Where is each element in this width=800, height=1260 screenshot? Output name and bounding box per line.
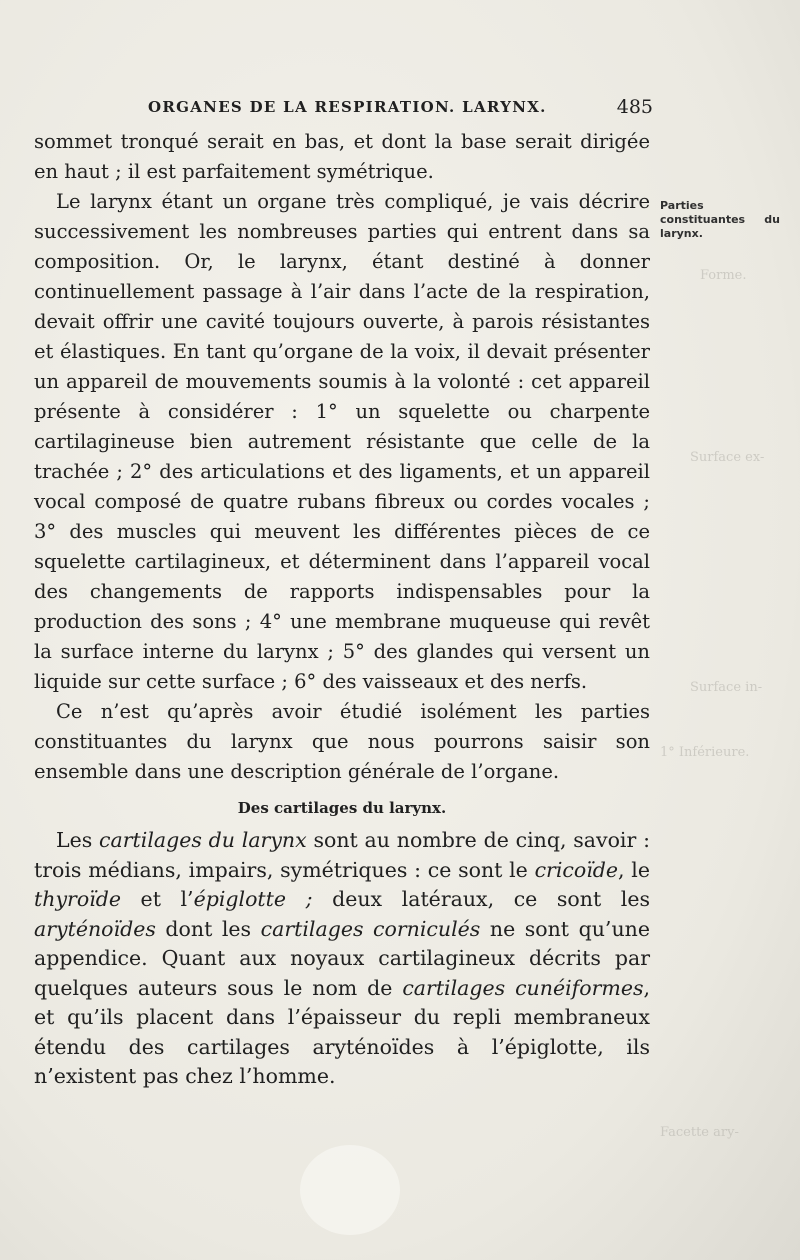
text-run: dont les (155, 916, 261, 941)
show-through-text: Forme. (700, 268, 747, 283)
text-run: Les (56, 828, 100, 852)
margin-note: Parties constituantes du larynx. (660, 199, 780, 240)
show-through-text: Surface in- (690, 680, 763, 695)
paragraph: Le larynx étant un organe très compliqué, je vais décrire successivement les nombreuses parties qui entrent dans sa composition. Or, le larynx, étant destiné à donner continuellement passage à l’air dans l’acte de la respiration, devait offrir une cavité toujours ouverte, à parois résistantes et élastiques. En tant qu’organe de la voix, il devait présenter un appareil de mouvements soumis à la volonté : cet appareil présente à considérer : 1° un squelette ou charpente cartilagineuse bien autrement résistante que celle de la trachée ; 2° des articulations et des ligaments, et un appareil vocal composé de quatre rubans fibreux ou cordes vocales ; 3° des muscles qui meuvent les différentes pièces de ce squelette cartilagineux, et déterminent dans l’appareil vocal des changements de rapports indispensables pour la production des sons ; 4° une membrane muqueuse qui revêt la surface interne du larynx ; 5° des glandes qui versent un liquide sur cette surface ; 6° des vaisseaux et des nerfs. (34, 190, 650, 693)
paper-stain (300, 1145, 400, 1235)
italic-term: thyroïde (34, 887, 121, 911)
italic-term: cartilages cunéiformes (402, 975, 644, 1000)
paragraph: sommet tronqué serait en bas, et dont la base serait dirigée en haut ; il est parfaitement symétrique. (34, 130, 650, 183)
text-run: et l’ (120, 887, 194, 911)
show-through-text: Facette ary- (660, 1125, 739, 1140)
text-run: sont au nombre de cinq, savoir : trois médians, impairs, symétriques : ce sont le (34, 828, 650, 882)
text-run: ne sont qu’une appendice. Quant aux noyaux cartilagineux décrits par quelques auteurs sous le nom de (34, 916, 650, 1000)
text-run: deux latéraux, ce sont les (312, 887, 650, 911)
paragraph: Ce n’est qu’après avoir étudié isolément les parties constituantes du larynx que nous pourrons saisir son ensemble dans une description générale de l’organe. (34, 700, 650, 783)
text-run: , et qu’ils placent dans l’épaisseur du repli membraneux étendu des cartilages aryténoïdes à l’épiglotte, ils n’existent pas chez l’homme. (34, 975, 651, 1088)
italic-term: épiglotte ; (193, 887, 313, 911)
running-title: ORGANES DE LA RESPIRATION. LARYNX. (148, 98, 547, 116)
italic-term: cartilages du larynx (99, 828, 307, 852)
running-head (148, 96, 653, 122)
text-run: , le (618, 857, 650, 882)
section-paragraph (34, 826, 650, 1092)
show-through-text: Surface ex- (690, 450, 765, 465)
page-number: 485 (616, 96, 653, 118)
italic-term: aryténoïdes (34, 916, 156, 941)
italic-term: cricoïde (534, 857, 619, 882)
show-through-text: 1° Inférieure. (660, 745, 750, 760)
body-text (34, 127, 650, 1092)
section-heading: Des cartilages du larynx. (237, 799, 447, 817)
italic-term: cartilages corniculés (260, 916, 481, 941)
